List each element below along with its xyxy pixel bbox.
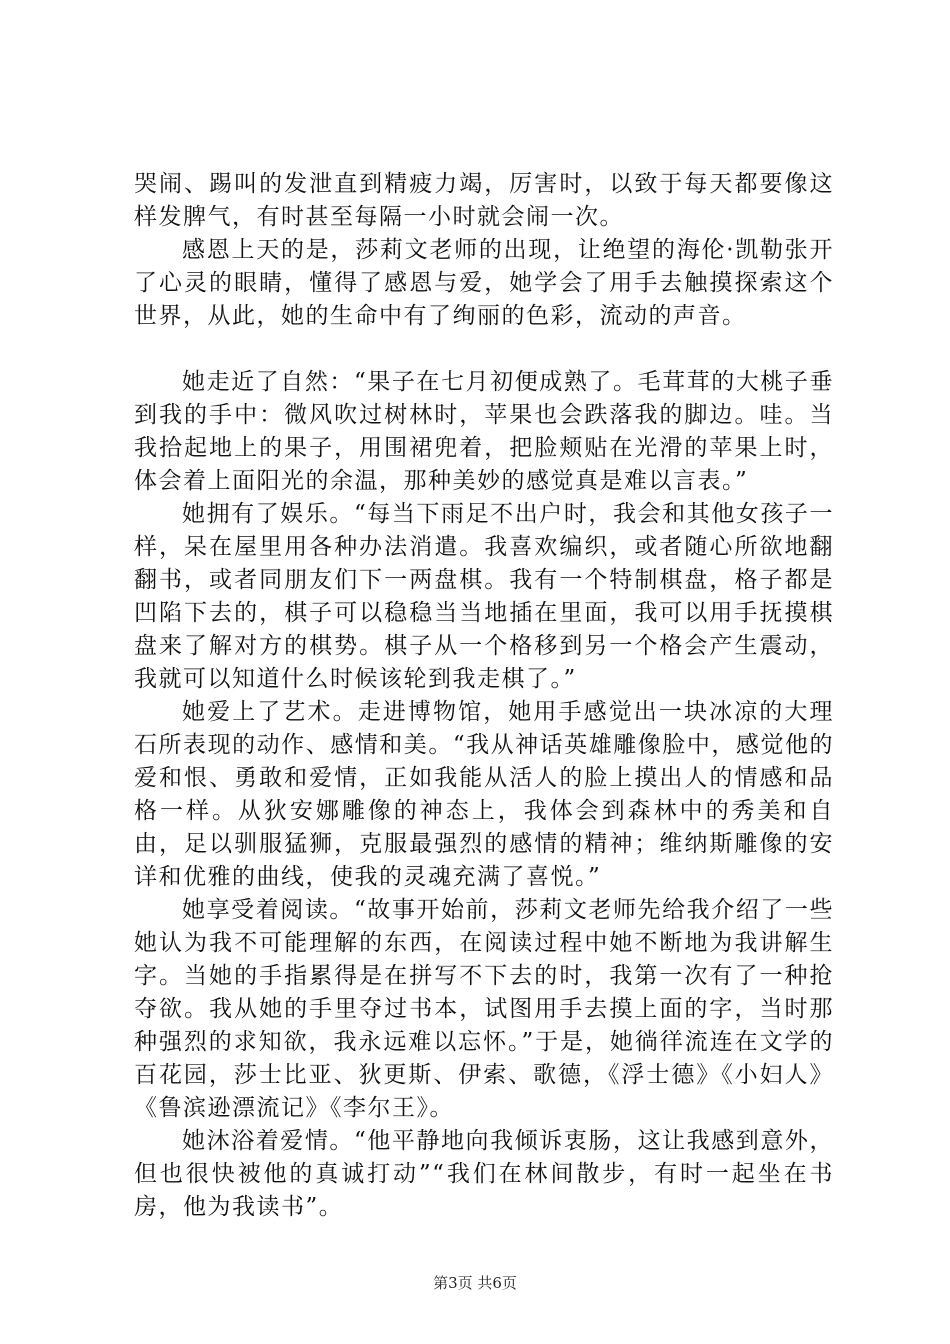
paragraph-continuation: 哭闹、踢叫的发泄直到精疲力竭，厉害时，以致于每天都要像这样发脾气，有时甚至每隔一小时就会闹一次。 bbox=[134, 171, 834, 230]
paragraph-reading: 她享受着阅读。“故事开始前，莎莉文老师先给我介绍了一些她认为我不可能理解的东西，在阅读过程中她不断地为我讲解生字。当她的手指累得是在拼写不下去的时，我第一次有了一种抢夺欲。我从她的手里夺过书本，试图用手去摸上面的字，当时那种强烈的求知欲，我永远难以忘怀。”于是，她徜徉流连在文学的百花园，莎士比亚、狄更斯、伊索、歌德，《浮士德》《小妇人》《鲁滨逊漂流记》《李尔王》。 bbox=[134, 897, 834, 1121]
paragraph-entertainment: 她拥有了娱乐。“每当下雨足不出户时，我会和其他女孩子一样，呆在屋里用各种办法消遣。我喜欢编织，或者随心所欲地翻翻书，或者同朋友们下一两盘棋。我有一个特制棋盘，格子都是凹陷下去的，棋子可以稳稳当当地插在里面，我可以用手抚摸棋盘来了解对方的棋势。棋子从一个格移到另一个格会产生震动，我就可以知道什么时候该轮到我走棋了。” bbox=[134, 501, 834, 692]
paragraph-nature: 她走近了自然：“果子在七月初便成熟了。毛茸茸的大桃子垂到我的手中：微风吹过树林时，苹果也会跌落我的脚边。哇。当我拾起地上的果子，用围裙兜着，把脸颊贴在光滑的苹果上时，体会着上面阳光的余温，那种美妙的感觉真是难以言表。” bbox=[134, 369, 834, 494]
page-footer bbox=[0, 1273, 950, 1293]
page-number: 第3页 共6页 bbox=[433, 1274, 517, 1292]
paragraph-sullivan-arrival: 感恩上天的是，莎莉文老师的出现，让绝望的海伦·凯勒张开了心灵的眼睛，懂得了感恩与爱，她学会了用手去触摸探索这个世界，从此，她的生命中有了绚丽的色彩，流动的声音。 bbox=[134, 237, 834, 329]
paragraph-art: 她爱上了艺术。走进博物馆，她用手感觉出一块冰凉的大理石所表现的动作、感情和美。“我从神话英雄雕像脸中，感觉他的爱和恨、勇敢和爱情，正如我能从活人的脸上摸出人的情感和品格一样。从狄安娜雕像的神态上，我体会到森林中的秀美和自由，足以驯服猛狮，克服最强烈的感情的精神；维纳斯雕像的安详和优雅的曲线，使我的灵魂充满了喜悦。” bbox=[134, 699, 834, 890]
body-text bbox=[134, 168, 834, 1224]
paragraph-love: 她沐浴着爱情。“他平静地向我倾诉衷肠，这让我感到意外，但也很快被他的真诚打动”“我们在林间散步，有时一起坐在书房，他为我读书”。 bbox=[134, 1128, 834, 1220]
